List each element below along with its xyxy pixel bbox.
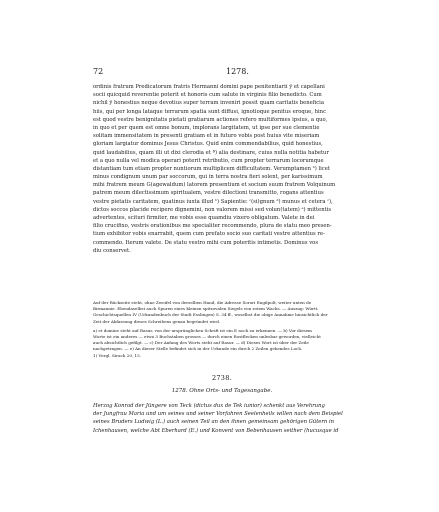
regest-line: Herzog Konrad der Jüngere von Teck (dictus dux de Tek iunior) schenkt aus Verehrung xyxy=(93,403,325,409)
footnote-line: Zeit der Abfassung dieses Schreibens genau begründet wird. xyxy=(93,318,221,324)
footnote-line: a) et domine steht auf Rasur, von der ursprünglichen Schrift ist ein E noch zu erkennen. — b) Vor diesem xyxy=(93,327,312,333)
body-line: distantiam tum etiam propter nuntiorum multiplicem difficultatem. Verumptamen ᵇ) licet xyxy=(93,165,330,172)
document-number: 2738. xyxy=(211,374,233,382)
footnote-line: Auf der Rückseite steht, ohne Zweifel von derselben Hand, die Adresse Sorori Engilpolt, weiter unten de xyxy=(93,300,312,305)
body-line: hiis, qui per longa lataque terrarum spatia sunt diffusi, ignotioque penitus eroque, hinc xyxy=(93,108,327,115)
body-line: diu conservet. xyxy=(93,247,131,254)
regest-line: der Jungfrau Maria und um seines und seiner Vorfahren Seelenheils willen nach dem Beispiel xyxy=(93,411,343,418)
body-line: mihi fratrem meum G(agewaldum) latorem presentium et socium suum fratrem Volquinum xyxy=(93,182,336,189)
running-year: 1278. xyxy=(226,67,249,76)
body-line: in quo et per quem est omne bonum, implorans largitatem, ut ipse per sue clementie xyxy=(93,124,320,131)
body-line: commendo. Iterum valete. De statu vestro mihi cum poteritis intimetis. Dominus vos xyxy=(93,239,319,246)
body-line: advertentes, scituri firmiter, me vobis esse quamdiu vixero obligatum. Valete in dei xyxy=(93,215,315,221)
body-line: solitam immensitatem in presenti gratiam et in futuro vobis post huius vite miseriam xyxy=(93,133,320,140)
body-line: patrem meum dilectissimum spiritualem, vestre dilectioni transmitto, rogans attentius xyxy=(93,190,324,197)
body-line: nichil ÿ honestius neque devotius super terram inveniri possit quam caritatis beneficia xyxy=(93,100,324,107)
regest-line: Ichenhausen, welche Abt Eberhard (E.) und Konvent von Bebenhausen seither (hucusque id xyxy=(93,427,339,434)
regest-text xyxy=(93,402,351,435)
footnote-line: nachgetragen. — e) An dieser Stelle befindet sich in der Urkunde ein durch 2 Zeilen gehendes Loch. xyxy=(93,346,303,352)
body-line: ordinis fratrum Predicatorum fratris Hermanni domini pape penitentiarii ÿ et capellani xyxy=(93,84,325,90)
letter-body xyxy=(93,83,351,255)
date-subheading: 1278. Ohne Orts- und Tagesangabe. xyxy=(171,388,273,394)
footnote-line: 1) Vergl. Sirach 20, 15. xyxy=(93,352,142,358)
footnote-line: Birmannie. Ebendaselbst auch Spuren eines kleinen spitzovalen Siegels von rotem Wachs. — Auszug: Württ. xyxy=(93,306,319,312)
body-line: et a quo nulla vel modica operari poterit retributio, cum propter terrarum locorumque xyxy=(93,157,324,164)
regest-line: seines Bruders Ludwig (L.) auch seinen Teil an den ihnen gemeinsam gehörigen Gütern in xyxy=(93,419,335,426)
footnote-line: Worte ist ein anderes — etwa 3 Buchstaben grosses — durch einen Rostflecken unlesbar geworden, vielleicht xyxy=(93,333,321,339)
page-header xyxy=(93,67,348,77)
body-line: gloriam largiatur dominus Jesus Christus. Quid enim commendabilius, quid honestius, xyxy=(93,141,323,148)
footnote-line: auch absichtlich gefilgt. — c) Der Anfang des Worts steht auf Rasur. — d) Dieses Wort ist über der Zeile xyxy=(93,340,309,346)
body-line: est quod vestre benignitatis pietati gratiarum actiones refero multiformes ipsius, a quo, xyxy=(93,116,328,123)
body-line: socii quicquid reverentie poterit et honoris cum salute in virginis filio benedicto. Cum xyxy=(93,92,322,99)
body-line: vestre pietatis caritatem, quatinus iuxta illud ¹) Sapientie: ᶜ(si)gnum ᵈ) munus et cetera ᶜ), xyxy=(93,198,333,205)
body-line: tium exhibitor vobis enarrabit, quem cum prefato socio suo caritati vestre attentius re- xyxy=(93,231,325,238)
body-line: dictos soccos placide recipere dignemini, non valorem missi sed volun(tatem) ᵉ) mittentis xyxy=(93,206,332,213)
footnotes xyxy=(93,300,351,359)
page-number: 72 xyxy=(93,67,104,76)
footnote-line: Geschichtsquellen IV (Urkundenbuch der Stadt Esslingen) S. 34 ff., woselbst die obige Annahme hinsichtlich der xyxy=(93,312,328,318)
body-line: filio crucifixo, vestris orationibus me specialiter recommendo, plura de statu meo presen- xyxy=(93,223,332,230)
body-line: quid laudabilius, quam illi ut dixi clerodia et ª) alia destinare, cuius nulla notitia habetur xyxy=(93,149,329,156)
body-line: minus condignum unum par soccorum, qui in terra nostra fieri solent, per karissimum xyxy=(93,174,323,181)
